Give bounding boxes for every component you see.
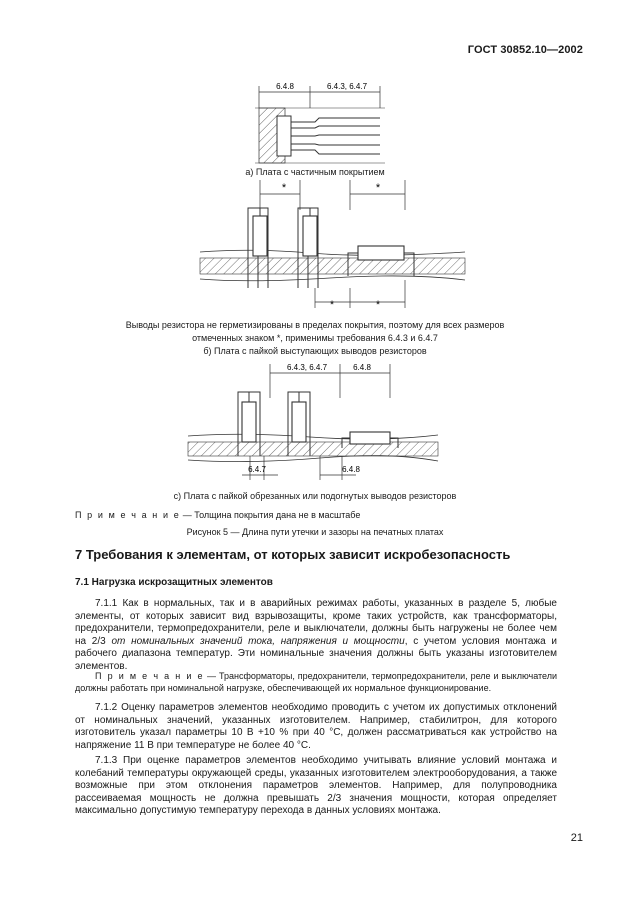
figure-note	[75, 510, 360, 520]
figure-b-diagram	[190, 180, 470, 312]
figure-title: Рисунок 5 — Длина пути утечки и зазоры на печатных платах	[186, 527, 444, 537]
fig-a-dim-left: 6.4.8	[276, 82, 294, 91]
figure-a-caption: а) Плата с частичным покрытием	[245, 167, 385, 177]
section-heading: 7 Требования к элементам, от которых зависит искробезопасность	[75, 547, 511, 562]
p711-text-b: , с учетом условия монтажа и рабочего диапазона температур. Эти номинальные значения должны быть указаны изготовителем элементов.	[75, 635, 557, 672]
figure-b-caption: б) Плата с пайкой выступающих выводов резисторов	[203, 346, 427, 356]
fig-b-star-3: *	[329, 299, 335, 311]
paragraph-7-1-3	[75, 755, 557, 818]
fig-c-dim-bottom-left: 6.4.7	[248, 465, 266, 474]
p713-text: 7.1.3 При оценке параметров элементов необходимо учитывать влияние условий монтажа и колебаний температуры окружающей среды, указанных изготовителем электрооборудования, а также возможные при этом отклонения параметров элементов. Например, для полупроводника рассеиваемая мощность не должна превышать 2/3 значения мощности, которая определяет максимально допустимую температуру перехода в данных условиях монтажа.	[75, 755, 557, 817]
figure-b-note-line1: Выводы резистора не герметизированы в пределах покрытия, поэтому для всех размеров	[125, 320, 505, 330]
fig-c-dim-top-right: 6.4.8	[353, 363, 371, 372]
p711-text-a: 7.1.1 Как в нормальных, так и в аварийных режимах работы, указанных в разделе 5, любые элементы, от которых зависит вид взрывозащиты, кроме таких устройств, как трансформаторы, предохранители, термопредохранители, реле и выключатели, должны быть нагружены не более чем на 2/3	[75, 598, 557, 647]
p712-text: 7.1.2 Оценку параметров элементов необходимо проводить с учетом их допустимых отклонений от номинальных значений, указанных изготовителем. Например, стабилитрон, для которого изготовитель указал параметры 10 В +10 % при 40 °С, должен рассматриваться как устройство на напряжение 11 В при температуре не более 40 °С.	[75, 702, 557, 751]
fig-b-star-1: *	[281, 182, 287, 194]
subsection-heading: 7.1 Нагрузка искрозащитных элементов	[75, 577, 273, 588]
figure-b-note-line2: отмеченных знаком *, применимы требования 6.4.3 и 6.4.7	[192, 333, 438, 343]
note2-text: — Трансформаторы, предохранители, термопредохранители, реле и выключатели должны работать при номинальной нагрузке, обеспечивающей их нормальное функционирование.	[75, 671, 558, 693]
figure-c-caption: с) Плата с пайкой обрезанных или подогнутых выводов резисторов	[173, 491, 457, 501]
fig-a-dim-right: 6.4.3, 6.4.7	[326, 82, 368, 91]
fig-b-star-2: *	[375, 182, 381, 194]
paragraph-7-1-1	[75, 598, 557, 674]
fig-b-star-4: *	[375, 299, 381, 311]
document-code: ГОСТ 30852.10—2002	[467, 44, 583, 56]
paragraph-7-1-2	[75, 702, 557, 752]
figure-a-diagram	[255, 78, 395, 166]
note2-label: П р и м е ч а н и е	[95, 671, 205, 681]
p711-italic: от номинальных значений тока, напряжения и мощности	[111, 635, 405, 647]
figure-c-diagram	[180, 358, 450, 482]
note-7-1-1	[75, 670, 557, 694]
fig-c-dim-bottom-right: 6.4.8	[342, 465, 360, 474]
page-number: 21	[570, 832, 583, 844]
figure-note-text: — Толщина покрытия дана не в масштабе	[180, 510, 361, 520]
fig-c-dim-top-left: 6.4.3, 6.4.7	[286, 363, 328, 372]
figure-note-label: П р и м е ч а н и е	[75, 510, 181, 520]
